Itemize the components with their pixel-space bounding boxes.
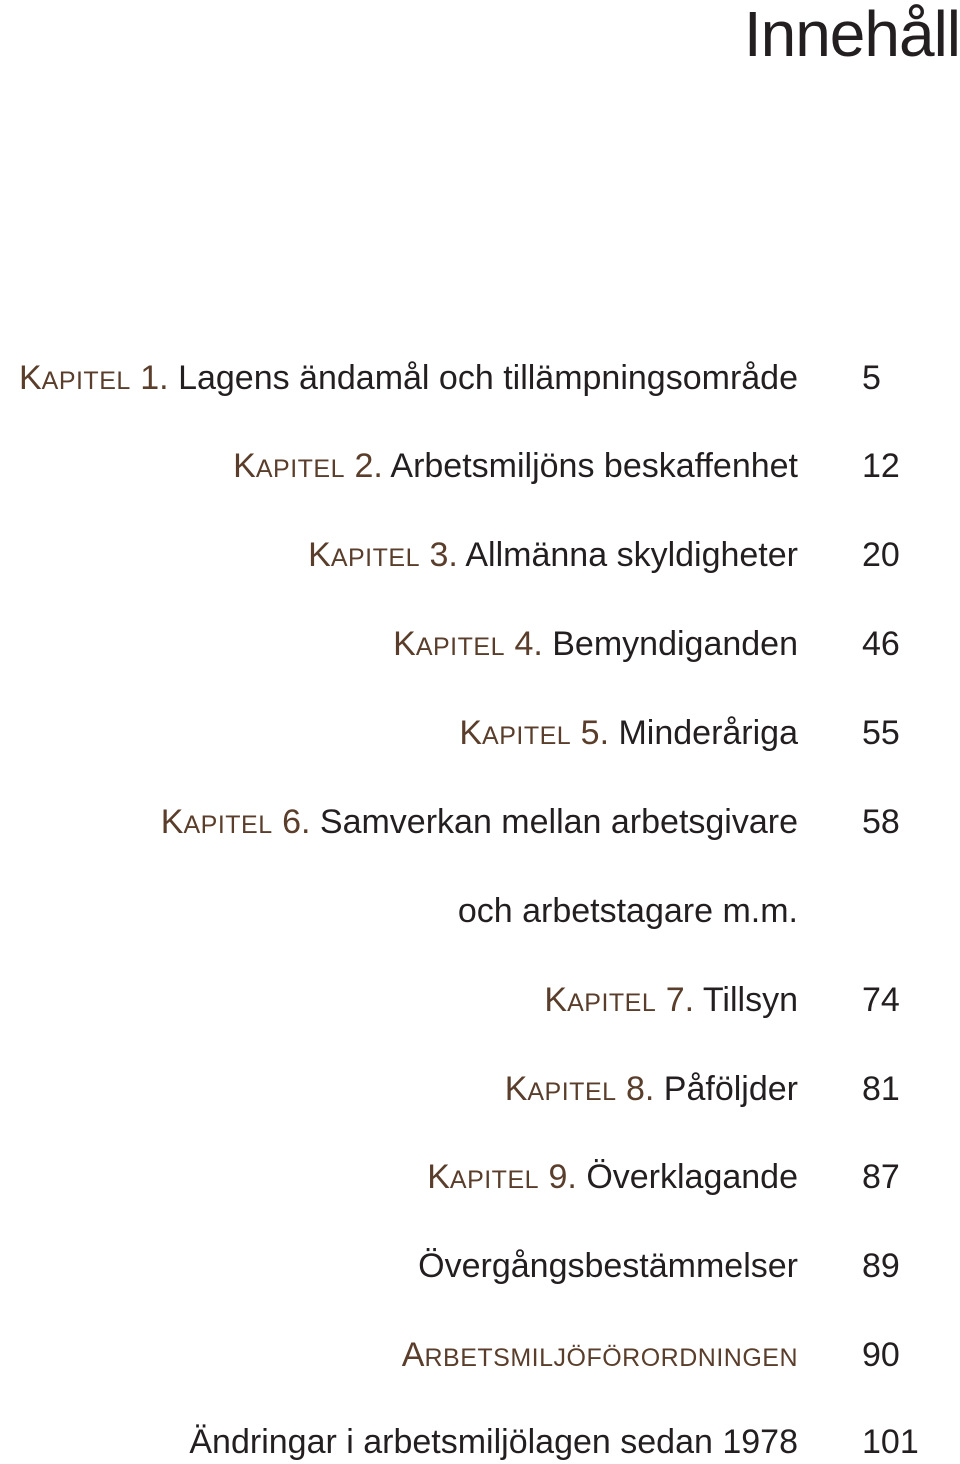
toc-entry-2[interactable]	[0, 444, 960, 488]
toc-entry-text	[233, 444, 798, 491]
chapter-title: Samverkan mellan arbetsgivare	[319, 803, 798, 841]
page-number: 55	[862, 714, 900, 752]
page-number: 46	[862, 625, 900, 663]
toc-entry-text	[19, 356, 798, 403]
chapter-label: KAPITEL 4.	[393, 625, 543, 663]
toc-entry-text	[544, 978, 798, 1025]
toc-entry-7[interactable]	[0, 978, 960, 1022]
chapter-title-line2: och arbetstagare m.m.	[457, 892, 798, 930]
page-title: Innehåll	[743, 0, 960, 70]
toc-entry-transitional-provisions[interactable]	[0, 1244, 960, 1288]
page-number: 20	[862, 536, 900, 574]
toc-entry-1[interactable]	[0, 356, 960, 400]
toc-entry-4[interactable]	[0, 622, 960, 666]
chapter-title: Överklagande	[586, 1158, 798, 1196]
chapter-label: KAPITEL 8.	[504, 1070, 655, 1108]
section-title: ARBETSMILJÖFÖRORDNINGEN	[401, 1336, 798, 1374]
section-title: Övergångsbestämmelser	[418, 1247, 798, 1285]
chapter-label: KAPITEL 3.	[308, 536, 458, 574]
chapter-title: Allmänna skyldigheter	[465, 536, 798, 574]
chapter-title: Bemyndiganden	[552, 625, 798, 663]
chapter-label: KAPITEL 6.	[160, 803, 311, 841]
toc-entry-3[interactable]	[0, 533, 960, 577]
toc-entry-text	[308, 533, 798, 580]
section-title: Ändringar i arbetsmiljölagen sedan 1978	[189, 1423, 798, 1461]
toc-entry-8[interactable]	[0, 1067, 960, 1111]
chapter-title: Tillsyn	[702, 981, 798, 1019]
toc-entry-text	[459, 711, 798, 758]
page-number: 74	[862, 981, 900, 1019]
toc-entry-text	[161, 800, 798, 847]
chapter-label: KAPITEL 1.	[18, 359, 169, 397]
page-number: 5	[862, 359, 881, 397]
toc-entry-amendments[interactable]	[0, 1420, 960, 1464]
toc-entry-5[interactable]	[0, 711, 960, 755]
toc-entry-6-continuation	[0, 889, 960, 933]
chapter-title: Lagens ändamål och tillämpningsområde	[178, 359, 798, 397]
toc-entry-work-environment-ordinance[interactable]	[0, 1333, 960, 1377]
toc-entry-6[interactable]	[0, 800, 960, 844]
toc-entry-text	[393, 622, 798, 669]
chapter-label: KAPITEL 7.	[544, 981, 695, 1019]
page-number: 81	[862, 1070, 900, 1108]
page-number: 87	[862, 1158, 900, 1196]
page-number: 12	[862, 447, 900, 485]
chapter-label: KAPITEL 5.	[459, 714, 610, 752]
chapter-title: Påföljder	[663, 1070, 798, 1108]
chapter-label: KAPITEL 2.	[233, 447, 383, 485]
chapter-title: Minderåriga	[618, 714, 798, 752]
page-number: 90	[862, 1336, 900, 1374]
page-number: 58	[862, 803, 900, 841]
page-number: 101	[862, 1423, 919, 1461]
toc-entry-9[interactable]	[0, 1155, 960, 1199]
toc-entry-text	[505, 1067, 798, 1114]
chapter-label: KAPITEL 9.	[427, 1158, 577, 1196]
toc-entry-text	[427, 1155, 798, 1202]
page-number: 89	[862, 1247, 900, 1285]
chapter-title: Arbetsmiljöns beskaffenhet	[390, 447, 798, 485]
